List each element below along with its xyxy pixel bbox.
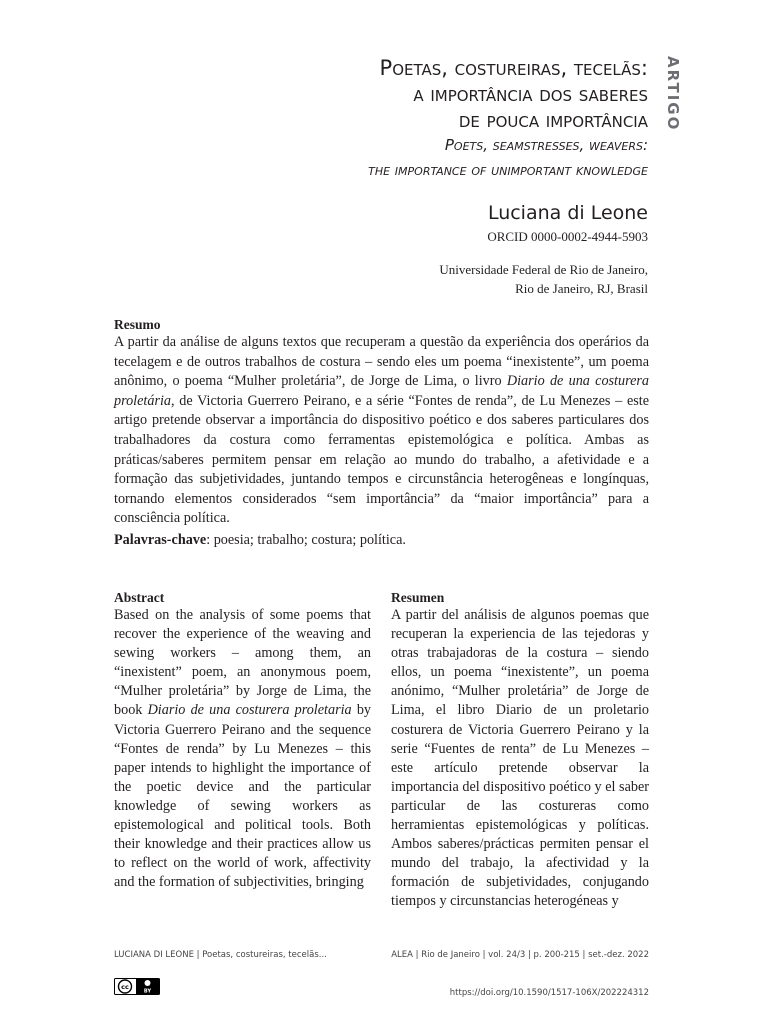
abstract-section (114, 589, 371, 892)
resumo-text-part-1: A partir da análise de alguns textos que recuperam a questão da experiência dos operários da tecelagem e de outros trabalhos de costura – sendo eles um poema “inexistente”, um poema anônimo, o poema “Mulher proletária”, de Jorge de Lima, o livro (114, 334, 649, 390)
keywords (114, 531, 649, 550)
abstract-text (114, 606, 371, 892)
resumen-heading: Resumen (391, 590, 445, 605)
title-pt-line-3: de pouca importância (458, 108, 648, 132)
abstract-heading: Abstract (114, 590, 165, 605)
title-en-line-1: Poets, seamstresses, weavers: (444, 136, 648, 154)
resumo-text (114, 333, 649, 529)
affiliation-line-1: Universidade Federal de Rio de Janeiro, (439, 262, 648, 277)
title-pt-line-2: a importância dos saberes (413, 82, 648, 106)
resumo-book-title: Diario de una costurera proletária (114, 373, 650, 409)
author-name: Luciana di Leone (487, 202, 648, 224)
resumo-section (114, 316, 649, 529)
author-block (300, 200, 648, 298)
orcid-id[interactable]: ORCID 0000-0002-4944-5903 (487, 229, 648, 244)
running-footer-author: LUCIANA DI LEONE | Poetas, costureiras, tecelãs... (114, 950, 327, 960)
title-en-line-2: the importance of unimportant knowledge (368, 161, 648, 179)
cc-text: cc (121, 983, 129, 991)
article-title (250, 55, 648, 183)
keywords-label: Palavras-chave (114, 532, 207, 548)
resumo-text-part-2: , de Victoria Guerrero Peirano, e a série “Fontes de renda”, de Lu Menezes – este artigo pretende observar a importância do dispositivo poético e dos saberes particulares dos trabalhadores da costura como ferramentas epistemológica e política. Ambas as práticas/saberes permitem pensar em relação ao mundo do trabalho, a afetividade e a formação das subjetividades, juntando tempos e circunstância heterogêneas e longínquas, tornando elementos considerados “sem importância” da “maior importância” para a consciência política. (114, 392, 649, 527)
affiliation-line-2: Rio de Janeiro, RJ, Brasil (515, 281, 648, 296)
resumo-heading: Resumo (114, 317, 161, 332)
resumen-section (391, 589, 649, 912)
section-label: ARTIGO (664, 56, 682, 132)
running-footer-journal: ALEA | Rio de Janeiro | vol. 24/3 | p. 200-215 | set.-dez. 2022 (391, 950, 649, 960)
abstract-text-part-1: Based on the analysis of some poems that recover the experience of the weaving and sewing workers – among them, an “inexistent” poem, an anonymous poem, “Mulher proletária” by Jorge de Lima, the book (114, 607, 371, 719)
cc-by-icon[interactable] (114, 978, 160, 995)
doi-link[interactable]: https://doi.org/10.1590/1517-106X/202224312 (449, 988, 649, 998)
by-text: BY (143, 988, 152, 995)
resumen-text: A partir del análisis de algunos poemas que recuperan la experiencia de las tejedoras y otras trabajadoras de la costura – siendo ellos, un poema “inexistente”, un poema anónimo, “Mulher proletária” de Jorge de Lima, el libro Diario de un proletario costurera de Victoria Guerrero Peirano y la serie “Fuentes de renta” de Lu Menezes – este artículo pretende observar la importancia del dispositivo poético y el saber particular de las costureras como herramientas epistemológicas y políticas. Ambos saberes/prácticas permiten pensar el mundo del trabajo, la afectividad y la formación de subjetividades, conjugando tiempos y circunstancias heterogéneas y (391, 607, 649, 910)
abstract-text-part-2: by Victoria Guerrero Peirano and the sequence “Fontes de renda” by Lu Menezes – this paper intends to highlight the importance of the poetic device and the particular knowledge of sewing workers as epistemological and political tools. Both their knowledge and their practices allow us to reflect on the world of work, affectivity and the formation of subjectivities, bringing (114, 702, 372, 891)
affiliation (300, 260, 648, 298)
abstract-book-title: Diario de una costurera proletaria (147, 702, 352, 719)
keywords-text: : poesia; trabalho; costura; política. (206, 532, 406, 548)
title-pt-line-1: Poetas, costureiras, tecelãs: (379, 56, 648, 80)
